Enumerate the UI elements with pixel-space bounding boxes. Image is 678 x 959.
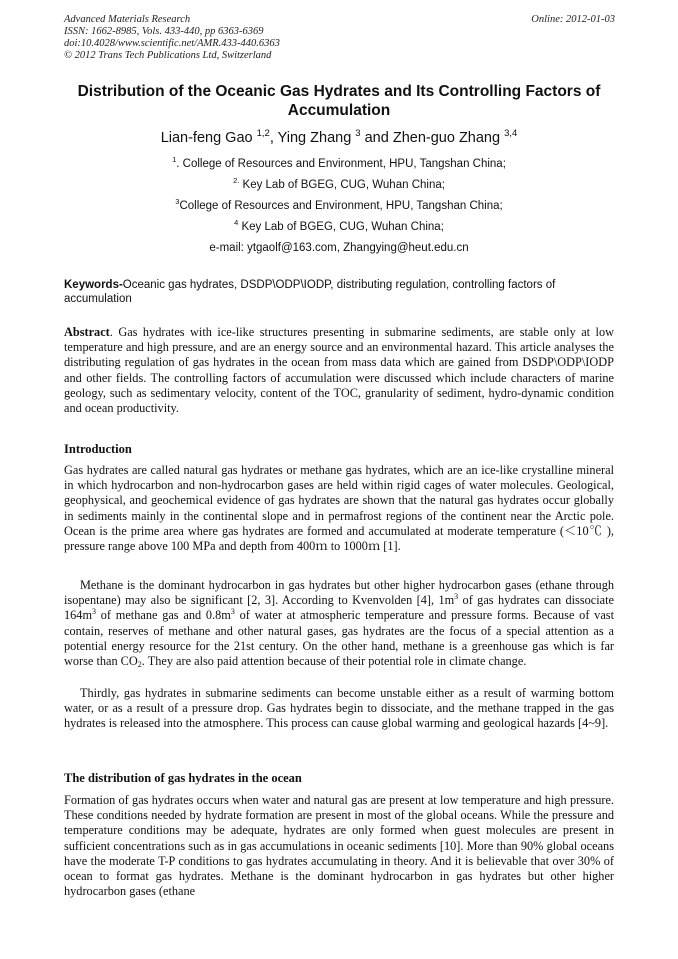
journal-name: Advanced Materials Research [64,14,191,25]
author-2-affiliation: 3 [355,128,361,139]
keywords-label: Keywords- [64,279,123,291]
intro-p2-part-b: of gas hydrates can dissociate 164m [64,593,614,623]
affiliation-3 [0,199,678,213]
intro-p2-sup-3: 3 [230,607,235,617]
section-heading-introduction: Introduction [64,442,132,456]
journal-doi[interactable]: doi:10.4028/www.scientific.net/AMR.433-440.6363 [64,38,280,49]
journal-copyright: © 2012 Trans Tech Publications Ltd, Switzerland [64,50,272,61]
intro-p2-sub: 2 [137,660,142,670]
intro-p2-sup-2: 3 [92,607,97,617]
intro-p2-part-c: of methane gas and 0.8m [96,608,231,623]
author-2: , Ying Zhang [269,130,356,146]
abstract [64,325,614,416]
affiliation-4 [0,220,678,234]
author-3-affiliation: 3,4 [504,128,518,139]
intro-p2-part-d: of water at atmospheric temperature and pressure forms. Because of vast contain, reserves of methane and other natural gases, gas hydrates are the focus of a special attention as a potential energy resource for the 21st century. On the other hand, methane is a greenhouse gas which is far worse than CO [64,608,614,669]
affiliation-1-text: . College of Resources and Environment, HPU, Tangshan China; [176,158,506,170]
affiliation-2-text: Key Lab of BGEG, CUG, Wuhan China; [239,179,445,191]
journal-header [64,14,280,62]
paper-title-line2: Accumulation [287,102,391,119]
author-list [0,129,678,147]
affiliation-2-marker: 2. [233,176,240,185]
online-date: Online: 2012-01-03 [531,14,615,25]
author-emails[interactable]: e-mail: ytgaolf@163.com, Zhangying@heut.edu.cn [209,242,469,254]
affiliation-2 [0,178,678,192]
intro-p2-sup-1: 3 [454,592,459,602]
intro-paragraph-3: Thirdly, gas hydrates in submarine sediments can become unstable either as a result of warming bottom water, or as a result of a pressure drop. Gas hydrates begin to dissociate, and the methane trapped in the gas hydrates is released into the atmosphere. This process can cause global warming and geological hazards [4~9]. [64,686,614,731]
intro-p2-part-e: . They are also paid attention because of their potential role in climate change. [141,654,527,669]
abstract-text: . Gas hydrates with ice-like structures presenting in submarine sediments, are stable only at low temperature and high pressure, and are an energy source and an environmental hazard. This article analyses the distributing regulation of gas hydrates in the ocean from mass data which are gained from DSDP\ODP\IODP and other fields. The controlling factors of accumulation were discussed which include characters of marine geology, such as sedimentary velocity, content of the TOC, granularity of sediment, hydro-dynamic condition and ocean productivity. [64,325,614,416]
author-1-affiliation: 1,2 [256,128,270,139]
keywords-text: Oceanic gas hydrates, DSDP\ODP\IODP, distributing regulation, controlling factors of accumulation [64,279,556,305]
intro-paragraph-2 [64,578,614,669]
affiliation-3-marker: 3 [175,197,180,206]
intro-p2-part-a: Methane is the dominant hydrocarbon in gas hydrates but other higher hydrocarbon gases (ethane through isopentane) may also be significant [2, 3]. According to Kvenvolden [4], 1m [64,578,614,608]
intro-paragraph-1: Gas hydrates are called natural gas hydrates or methane gas hydrates, which are an ice-like crystalline mineral in which hydrocarbon and non-hydrocarbon gases are held within rigid cages of water molecules. Geological, geophysical, and geochemical evidence of gas hydrates are shown that the natural gas hydrates occur globally in sediments mainly in the continental slope and in permafrost regions of the continent near the Arctic pole. Ocean is the prime area where gas hydrates are formed and accumulated at moderate temperature (＜10℃ ), pressure range above 100 MPa and depth from 400ｍ to 1000ｍ [1]. [64,463,614,554]
author-1: Lian-feng Gao [160,130,257,146]
affiliation-1 [0,157,678,171]
section-heading-distribution: The distribution of gas hydrates in the ocean [64,771,302,785]
affiliation-4-text: Key Lab of BGEG, CUG, Wuhan China; [238,221,444,233]
distribution-paragraph-1: Formation of gas hydrates occurs when water and natural gas are present at low temperature and high pressure. These conditions needed by hydrate formation are present in most of the global oceans. While the pressure and temperature conditions may be adequate, hydrates are only formed when guest molecules are present in sufficient concentrations such as in gas accumulations in oceanic sediments [10]. More than 90% global oceans have the moderate T-P conditions to gas hydrates accumulating in theory. And it is believable that over 30% of ocean to format gas hydrates. Methane is the dominant hydrocarbon in gas hydrates but other higher hydrocarbon gases (ethane [64,793,614,899]
author-3: and Zhen-guo Zhang [360,130,505,146]
keywords [64,278,614,306]
abstract-label: Abstract [64,325,110,339]
paper-title [40,82,638,120]
affiliation-3-text: College of Resources and Environment, HPU, Tangshan China; [179,200,503,212]
paper-title-line1: Distribution of the Oceanic Gas Hydrates and Its Controlling Factors of [77,83,601,100]
affiliation-1-marker: 1 [172,155,177,164]
affiliation-4-marker: 4 [234,218,239,227]
journal-issn: ISSN: 1662-8985, Vols. 433-440, pp 6363-6369 [64,26,264,37]
